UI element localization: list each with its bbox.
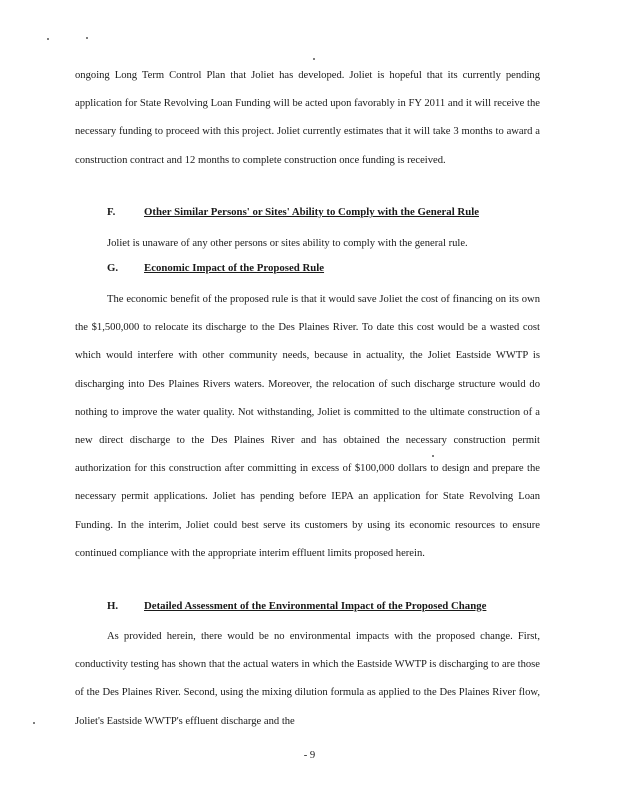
intro-paragraph: ongoing Long Term Control Plan that Joliet has developed. Joliet is hopeful that its currently pending application for State Revolving Loan Funding will be acted upon favorably in FY 2011 and it will receive the necessary funding to proceed with this project. Joliet currently estimates that it will take 3 months to award a construction contract and 12 months to complete construction once funding is received. — [75, 70, 540, 166]
section-f-paragraph: Joliet is unaware of any other persons or sites ability to comply with the general rule. — [107, 238, 468, 249]
section-h-letter: H. — [107, 600, 119, 612]
section-g-letter: G. — [107, 262, 119, 274]
page-number: - 9 — [303, 750, 316, 761]
section-h-paragraph: As provided herein, there would be no environmental impacts with the proposed change. First, conductivity testing has shown that the actual waters in which the Eastside WWTP is discharging to are those of the Des Plaines River. Second, using the mixing dilution formula as applied to the Des Plaines River flow, Joliet's Eastside WWTP's effluent discharge and the — [75, 631, 540, 727]
scan-speck — [47, 38, 49, 40]
scan-speck — [313, 58, 315, 60]
section-f-heading — [107, 206, 479, 218]
scan-speck — [86, 37, 88, 39]
section-f-letter: F. — [107, 206, 116, 218]
section-g-paragraph: The economic benefit of the proposed rule is that it would save Joliet the cost of financing on its own the $1,500,000 to relocate its discharge to the Des Plaines River. To date this cost would be a wasted cost which would interfere with other community needs, because in actuality, the Joliet Eastside WWTP is discharging into Des Plaines Rivers waters. Moreover, the relocation of such discharge structure would do nothing to improve the water quality. Not withstanding, Joliet is committed to the ultimate construction of a new direct discharge to the Des Plaines River and has obtained the necessary construction permit authorization for this construction after committing in excess of $100,000 dollars to design and prepare the necessary permit applications. Joliet has pending before IEPA an application for State Revolving Loan Funding. In the interim, Joliet could best serve its customers by using its economic resources to ensure continued compliance with the appropriate interim effluent limits proposed herein. — [75, 294, 540, 559]
section-g-title: Economic Impact of the Proposed Rule — [144, 262, 325, 274]
section-f-title: Other Similar Persons' or Sites' Ability to Comply with the General Rule — [144, 206, 479, 218]
section-g-heading — [107, 262, 324, 274]
section-h-title: Detailed Assessment of the Environmental Impact of the Proposed Change — [144, 600, 487, 612]
scan-speck — [33, 722, 35, 724]
section-h-heading — [107, 600, 486, 612]
